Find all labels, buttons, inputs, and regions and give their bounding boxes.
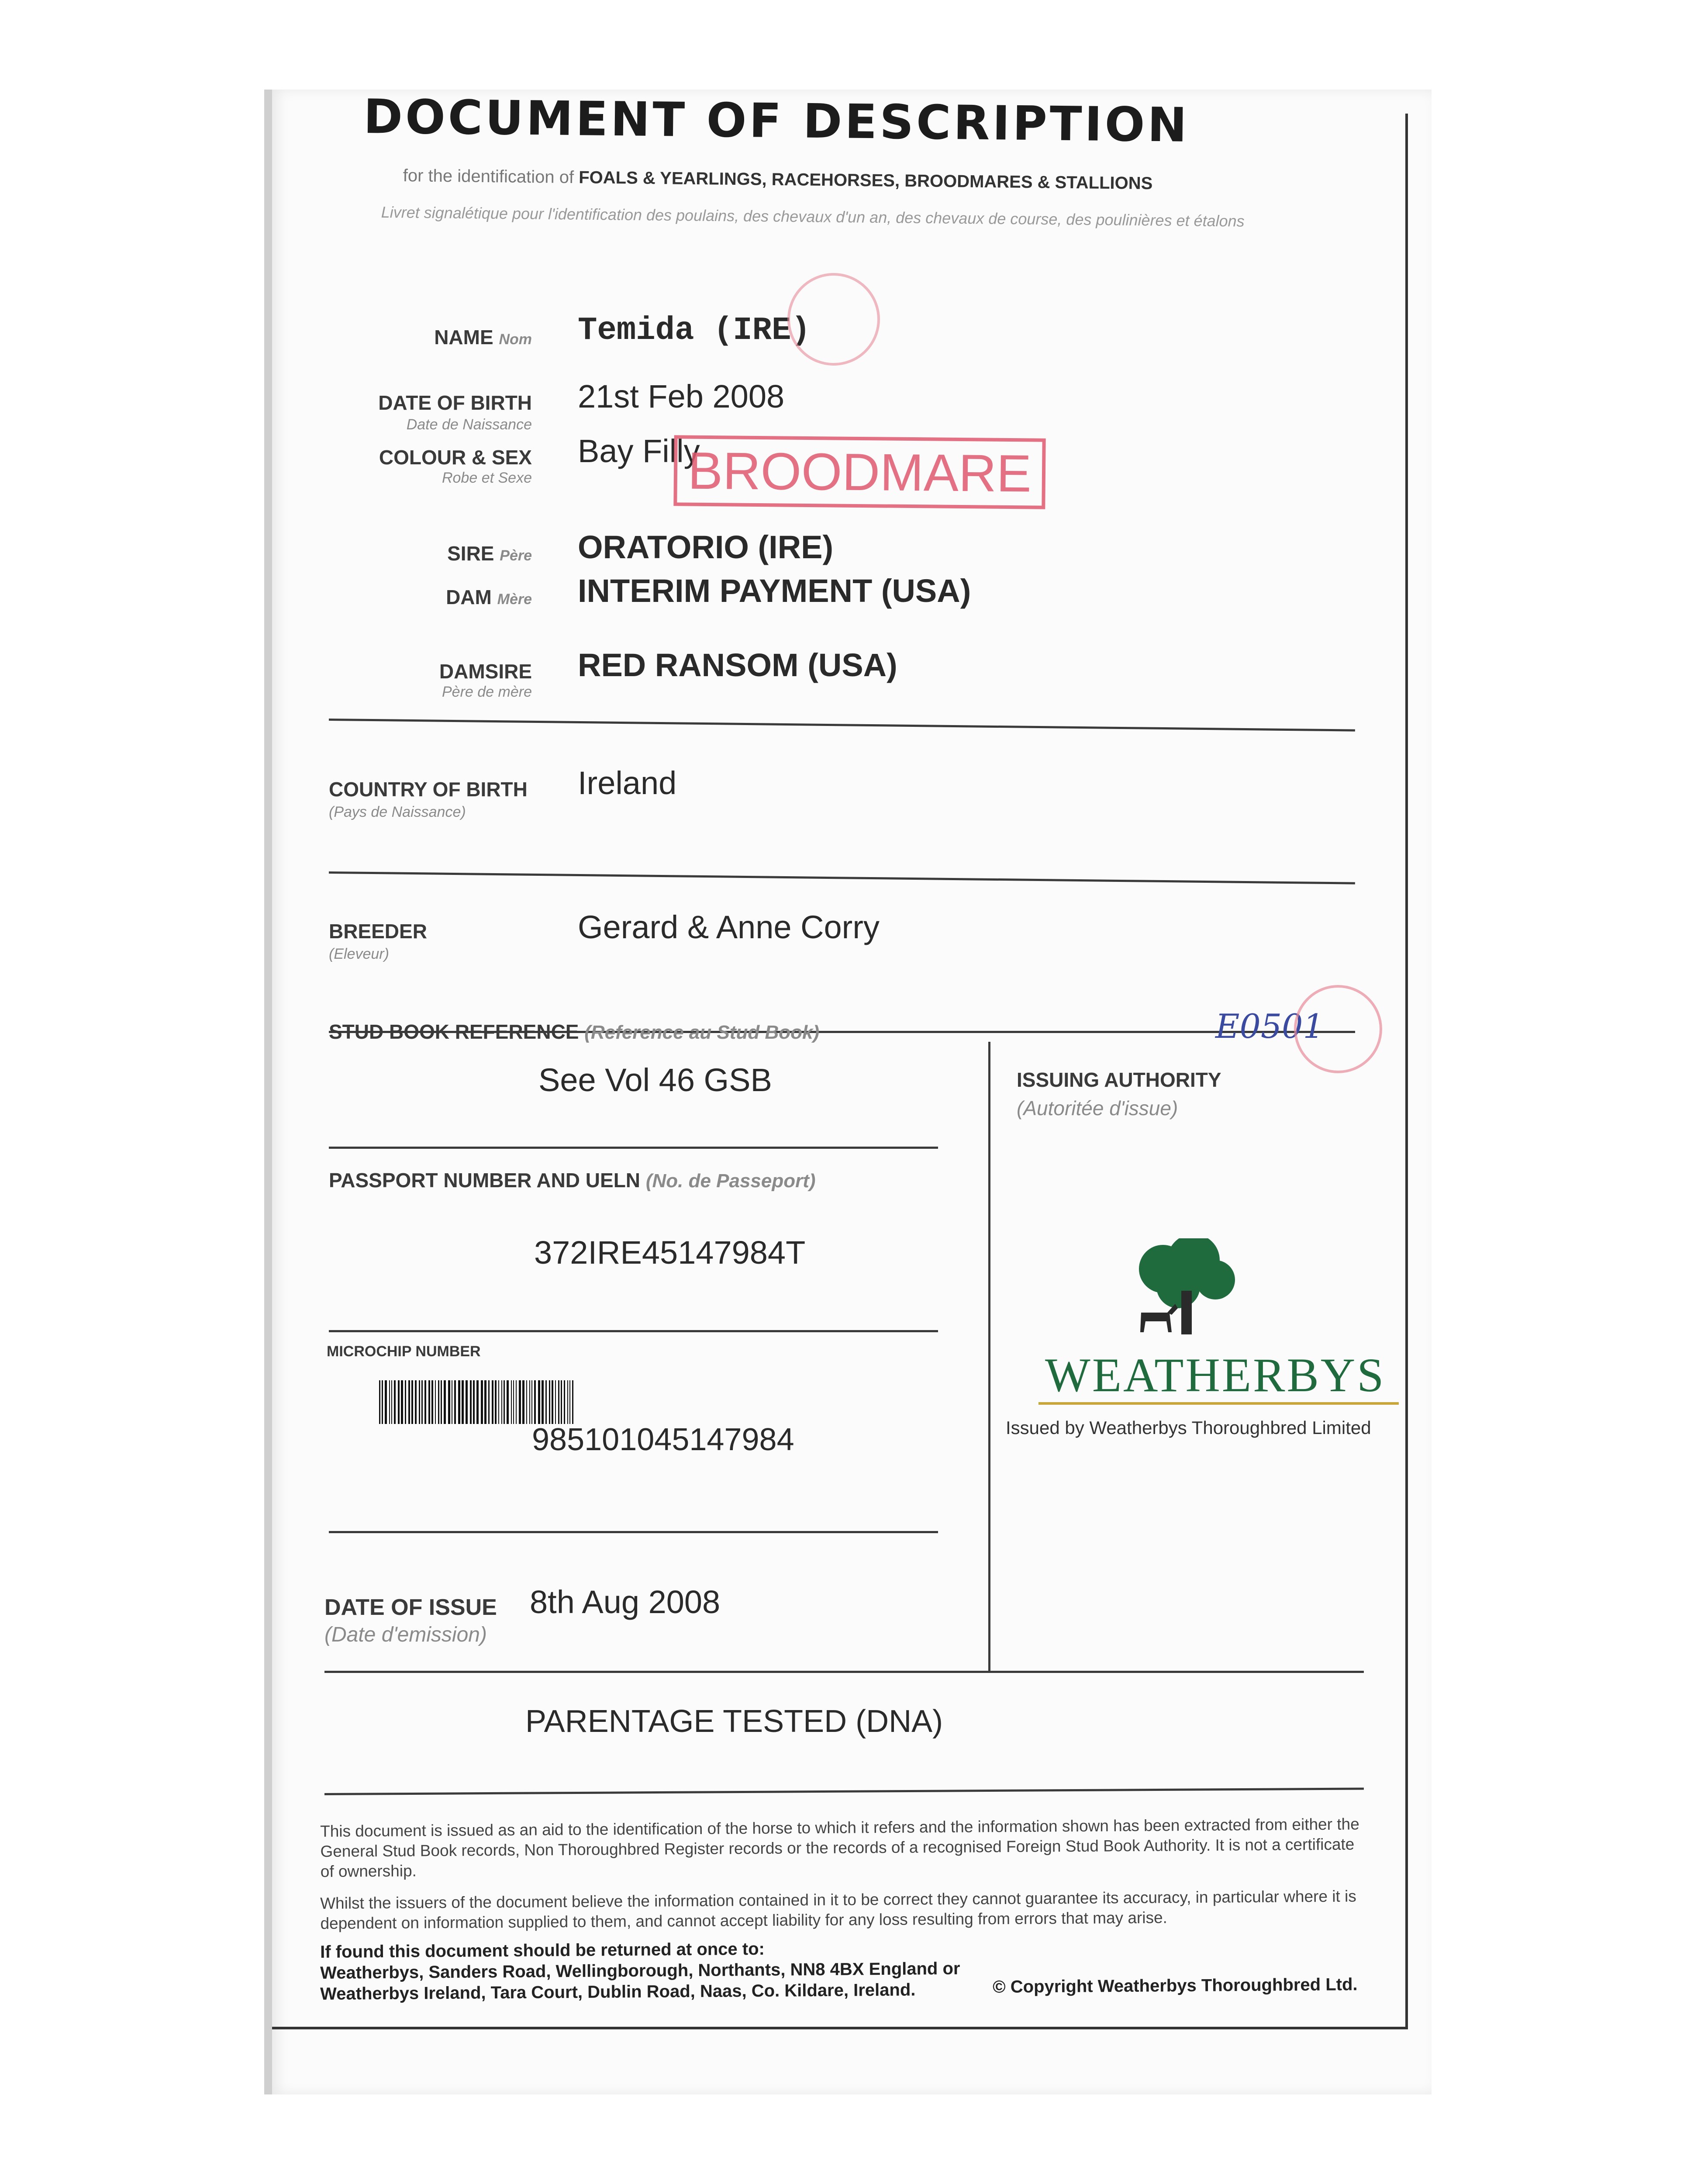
logo-underline: [1038, 1402, 1399, 1405]
studbook-sub: (Reference au Stud Book): [584, 1022, 820, 1043]
authority-sub: (Autoritée d'issue): [1017, 1097, 1178, 1120]
dob-value: 21st Feb 2008: [578, 378, 785, 415]
barcode-bar: [561, 1380, 562, 1424]
barcode-bar: [558, 1380, 559, 1424]
footer-para-1: This document is issued as an aid to the identification of the horse to which it refers and the information shown has been extracted from either the General Stud Book records, Non Thoroughbred Register records or the records of a recognised Foreign Stud Book Authority. It is not a certificate of ownership.: [320, 1815, 1359, 1880]
weatherbys-logo-text: WEATHERBYS: [1045, 1348, 1386, 1402]
barcode-bar: [398, 1380, 400, 1424]
passport-sub: (No. de Passeport): [645, 1170, 816, 1192]
damsire-sub: Père de mère: [442, 684, 532, 700]
barcode-bar: [391, 1380, 392, 1424]
barcode-bar: [435, 1380, 436, 1424]
sire-value: ORATORIO (IRE): [578, 529, 834, 565]
damsire-value: RED RANSOM (USA): [578, 647, 897, 683]
barcode-bar: [379, 1380, 380, 1424]
colour-value: Bay Filly: [578, 433, 700, 469]
address-1: Weatherbys, Sanders Road, Wellingborough, Northants, NN8 4BX England or: [320, 1959, 960, 1983]
authority-label: ISSUING AUTHORITY: [1017, 1068, 1221, 1091]
passport-value: 372IRE45147984T: [534, 1234, 806, 1271]
microchip-barcode: [379, 1380, 888, 1424]
barcode-bar: [385, 1380, 387, 1424]
breeder-value: Gerard & Anne Corry: [578, 909, 880, 945]
barcode-bar: [428, 1380, 430, 1424]
barcode-bar: [466, 1380, 468, 1424]
studbook-label-text: STUD BOOK REFERENCE: [329, 1020, 579, 1043]
country-sub: (Pays de Naissance): [329, 804, 466, 820]
name-sub: Nom: [499, 331, 532, 348]
barcode-bar: [448, 1380, 450, 1424]
barcode-bar: [549, 1380, 550, 1424]
return-heading: If found this document should be returned at once to:: [320, 1939, 765, 1962]
country-label: COUNTRY OF BIRTH: [329, 778, 528, 801]
barcode-bar: [534, 1380, 536, 1424]
parentage-text: PARENTAGE TESTED (DNA): [525, 1704, 943, 1739]
name-value: Temida (IRE): [578, 312, 811, 349]
issue-sub: (Date d'emission): [324, 1623, 487, 1646]
handwritten-code: E0501: [1215, 1007, 1324, 1046]
barcode-bar: [470, 1380, 472, 1424]
column-divider: [988, 1042, 990, 1671]
barcode-bar: [542, 1380, 544, 1424]
barcode-bar: [572, 1380, 573, 1424]
address-2: Weatherbys Ireland, Tara Court, Dublin Road, Naas, Co. Kildare, Ireland.: [320, 1980, 916, 2004]
barcode-bar: [438, 1380, 439, 1424]
passport-label: [329, 1168, 816, 1192]
barcode-bar: [531, 1380, 532, 1424]
microchip-value: 985101045147984: [532, 1422, 794, 1457]
barcode-bar: [481, 1380, 483, 1424]
barcode-bar: [552, 1380, 553, 1424]
barcode-bar: [476, 1380, 479, 1424]
barcode-bar: [458, 1380, 460, 1424]
studbook-value: See Vol 46 GSB: [538, 1062, 772, 1098]
barcode-bar: [507, 1380, 509, 1424]
document-page: [264, 90, 1432, 2094]
red-circle-stamp: [787, 273, 880, 366]
divider-6: [329, 1531, 938, 1533]
barcode-bar: [567, 1380, 568, 1424]
barcode-bar: [415, 1380, 417, 1424]
barcode-bar: [526, 1380, 527, 1424]
subtitle-prefix: for the identification of: [403, 166, 574, 187]
barcode-bar: [424, 1380, 426, 1424]
copyright: © Copyright Weatherbys Thoroughbred Ltd.: [993, 1975, 1358, 1997]
barcode-bar: [538, 1380, 540, 1424]
document-subtitle-fr: Livret signalétique pour l'identification des poulains, des chevaux d'un an, des chevaux de course, des poulinières et étalons: [381, 203, 1245, 230]
barcode-bar: [454, 1380, 456, 1424]
colour-label: COLOUR & SEX: [379, 446, 532, 469]
damsire-label: DAMSIRE: [439, 660, 532, 683]
barcode-bar: [488, 1380, 490, 1424]
barcode-bar: [389, 1380, 390, 1424]
name-label: [434, 325, 532, 349]
barcode-bar: [501, 1380, 502, 1424]
barcode-bar: [419, 1380, 420, 1424]
barcode-bar: [431, 1380, 433, 1424]
barcode-bar: [495, 1380, 497, 1424]
passport-label-text: PASSPORT NUMBER AND UELN: [329, 1169, 641, 1192]
barcode-bar: [513, 1380, 514, 1424]
divider-7: [324, 1671, 1364, 1673]
dam-value: INTERIM PAYMENT (USA): [578, 573, 971, 609]
issued-by: Issued by Weatherbys Thoroughbred Limited: [1006, 1417, 1371, 1438]
issue-label: DATE OF ISSUE: [324, 1595, 497, 1620]
barcode-bar: [421, 1380, 423, 1424]
barcode-bar: [382, 1380, 383, 1424]
subtitle-bold: FOALS & YEARLINGS, RACEHORSES, BROODMARES & STALLIONS: [579, 168, 1153, 193]
divider-4: [329, 1147, 938, 1149]
barcode-bar: [405, 1380, 406, 1424]
sire-sub: Père: [500, 547, 532, 564]
footer-para-2: Whilst the issuers of the document believe the information contained in it to be correct they cannot guarantee its accuracy, in particular where it is dependent on information supplied to them, and cannot accept liability for any loss resulting from errors that may arise.: [320, 1887, 1356, 1932]
country-value: Ireland: [578, 765, 677, 801]
dam-label: [446, 585, 532, 609]
microchip-label: MICROCHIP NUMBER: [327, 1343, 481, 1360]
name-label-text: NAME: [434, 326, 493, 349]
barcode-bar: [564, 1380, 565, 1424]
broodmare-stamp: BROODMARE: [673, 435, 1045, 509]
barcode-bar: [473, 1380, 475, 1424]
weatherbys-tree-icon: [1128, 1238, 1242, 1339]
dob-label: DATE OF BIRTH: [378, 391, 532, 414]
barcode-bar: [484, 1380, 486, 1424]
colour-sub: Robe et Sexe: [442, 470, 532, 486]
barcode-bar: [462, 1380, 464, 1424]
sire-label-text: SIRE: [447, 542, 494, 565]
barcode-bar: [555, 1380, 556, 1424]
barcode-bar: [498, 1380, 499, 1424]
barcode-bar: [516, 1380, 517, 1424]
barcode-bar: [411, 1380, 413, 1424]
barcode-bar: [401, 1380, 403, 1424]
document-title: DOCUMENT OF DESCRIPTION: [363, 90, 1190, 153]
breeder-label: BREEDER: [329, 920, 427, 943]
dob-sub: Date de Naissance: [406, 416, 532, 433]
barcode-bar: [408, 1380, 410, 1424]
divider-5: [329, 1330, 938, 1332]
barcode-bar: [504, 1380, 505, 1424]
breeder-sub: (Eleveur): [329, 946, 389, 962]
red-round-stamp: [1294, 985, 1382, 1073]
dam-label-text: DAM: [446, 586, 492, 608]
barcode-bar: [529, 1380, 530, 1424]
barcode-bar: [519, 1380, 521, 1424]
barcode-bar: [545, 1380, 547, 1424]
barcode-bar: [569, 1380, 570, 1424]
dam-sub: Mère: [497, 591, 532, 608]
barcode-bar: [511, 1380, 512, 1424]
barcode-bar: [522, 1380, 524, 1424]
barcode-bar: [394, 1380, 396, 1424]
barcode-bar: [492, 1380, 493, 1424]
studbook-label: [329, 1020, 819, 1044]
issue-value: 8th Aug 2008: [530, 1584, 721, 1620]
sire-label: [447, 542, 532, 565]
barcode-bar: [444, 1380, 446, 1424]
barcode-bar: [441, 1380, 442, 1424]
